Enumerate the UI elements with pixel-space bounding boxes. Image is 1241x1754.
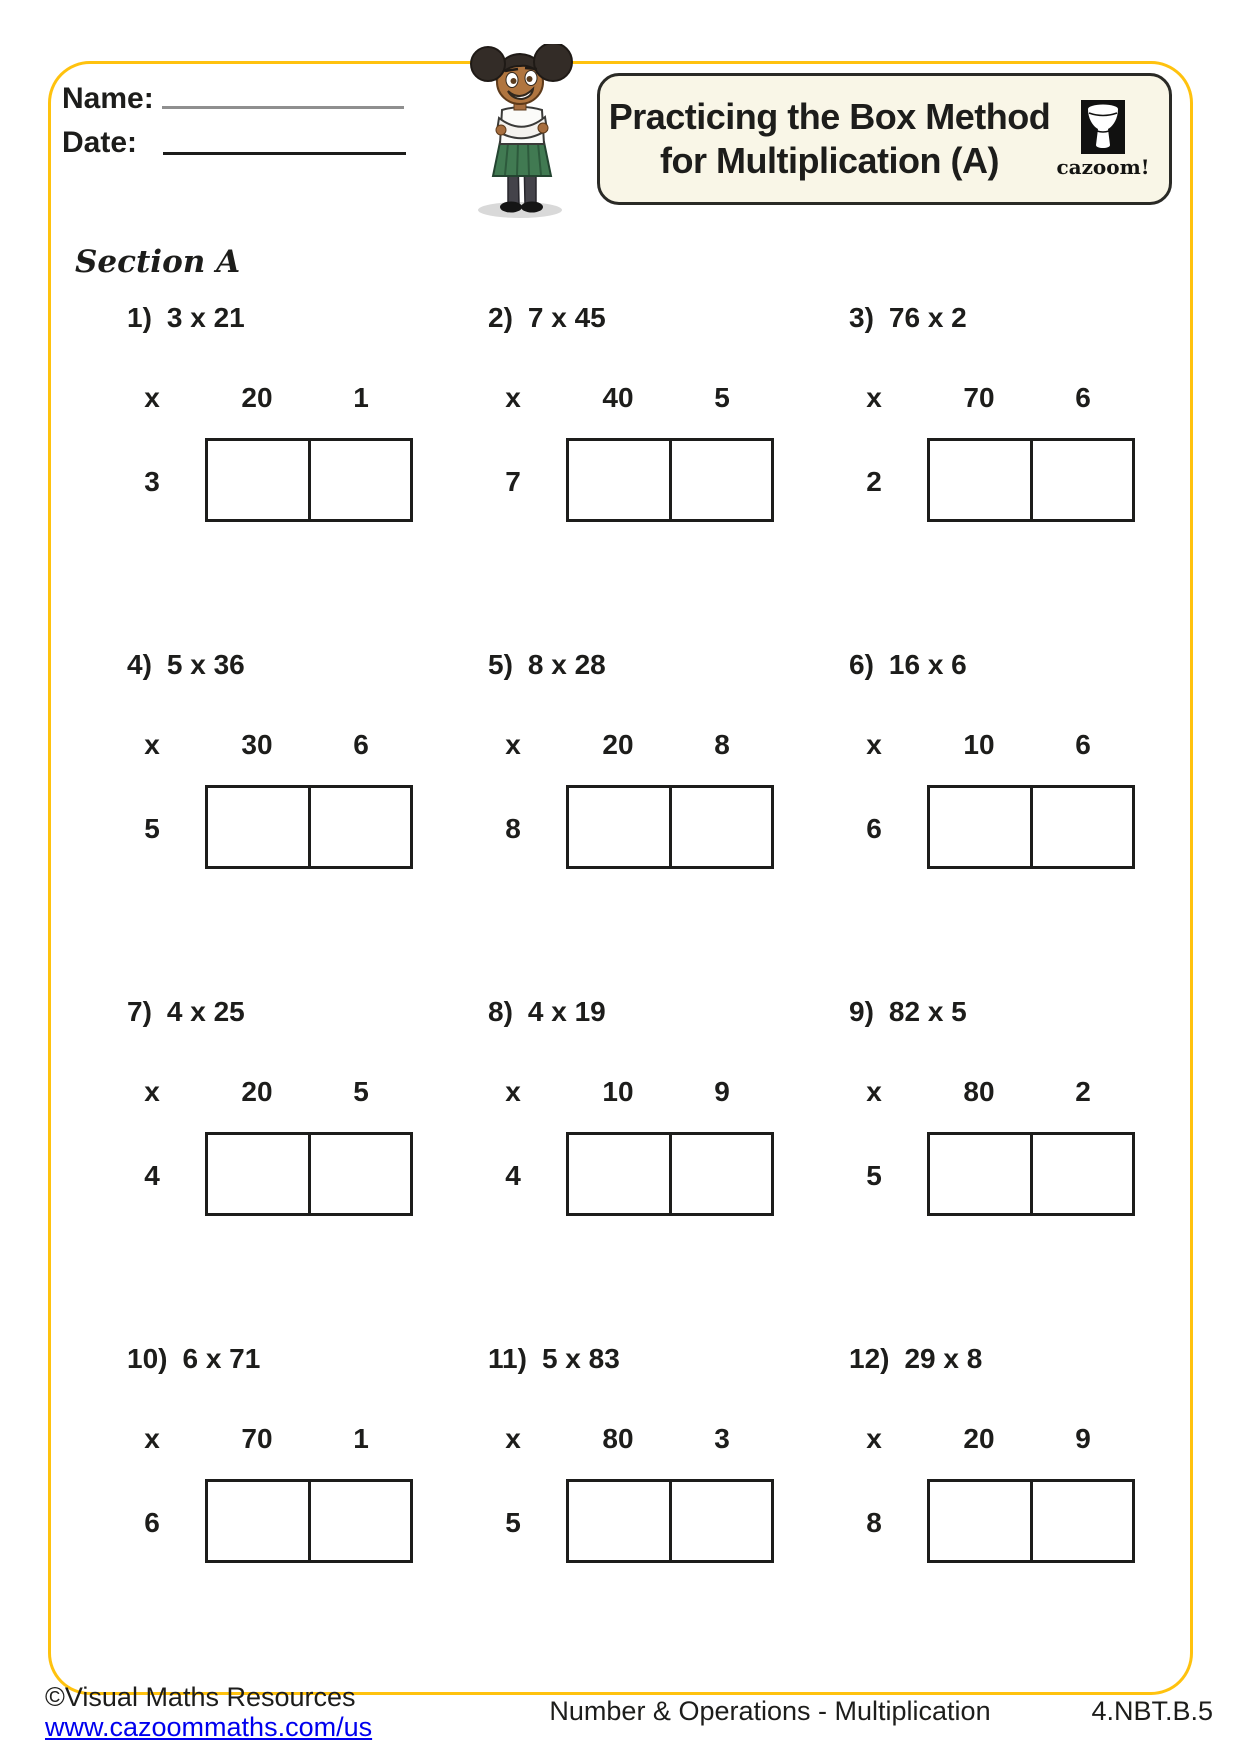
answer-cell-1[interactable] <box>930 788 1033 866</box>
box-column-header-1: 10 <box>602 1076 634 1107</box>
box-row-label: 8 <box>505 813 521 844</box>
answer-cell-2[interactable] <box>672 1135 772 1213</box>
box-column-header-2: 5 <box>714 382 730 413</box>
box-method-table <box>205 785 413 869</box>
problem-expression: 5 x 83 <box>541 1343 620 1374</box>
problem-number: 4) <box>127 649 152 680</box>
problem-cell <box>849 1343 1135 1563</box>
answer-cell-2[interactable] <box>1033 441 1133 519</box>
name-input-line[interactable] <box>162 106 404 109</box>
box-method-table <box>205 1132 413 1216</box>
problem-number: 6) <box>849 649 874 680</box>
box-column-header-2: 3 <box>714 1423 730 1454</box>
problem-number: 10) <box>127 1343 168 1374</box>
answer-cell-2[interactable] <box>311 788 411 866</box>
problem-number: 1) <box>127 302 152 333</box>
problem-label <box>127 996 245 1028</box>
box-row-label: 6 <box>144 1507 160 1538</box>
worksheet-title <box>600 95 1051 183</box>
problem-label <box>849 996 967 1028</box>
answer-cell-2[interactable] <box>1033 1135 1133 1213</box>
cazoom-logo <box>1051 100 1155 179</box>
answer-cell-1[interactable] <box>569 1482 672 1560</box>
box-method-table <box>205 1479 413 1563</box>
answer-cell-1[interactable] <box>930 1135 1033 1213</box>
problem-cell <box>849 302 1135 522</box>
box-column-header-2: 9 <box>714 1076 730 1107</box>
multiply-symbol: x <box>144 729 160 760</box>
problem-cell <box>127 996 413 1216</box>
problem-expression: 4 x 25 <box>166 996 245 1027</box>
answer-cell-1[interactable] <box>208 1482 311 1560</box>
answer-cell-2[interactable] <box>311 441 411 519</box>
box-column-header-2: 9 <box>1075 1423 1091 1454</box>
problem-label <box>849 1343 982 1375</box>
box-column-header-1: 80 <box>602 1423 634 1454</box>
box-method-table <box>566 1132 774 1216</box>
box-row-label: 6 <box>866 813 882 844</box>
multiply-symbol: x <box>144 1076 160 1107</box>
box-method-table <box>566 785 774 869</box>
multiply-symbol: x <box>505 729 521 760</box>
problem-cell <box>127 1343 413 1563</box>
problem-cell <box>488 1343 774 1563</box>
problem-number: 8) <box>488 996 513 1027</box>
box-column-header-2: 6 <box>353 729 369 760</box>
title-line-2: for Multiplication (A) <box>660 140 999 181</box>
problem-expression: 76 x 2 <box>888 302 967 333</box>
multiply-symbol: x <box>866 1423 882 1454</box>
box-row-label: 5 <box>144 813 160 844</box>
box-column-header-2: 8 <box>714 729 730 760</box>
problem-label <box>488 1343 620 1375</box>
problem-expression: 29 x 8 <box>904 1343 983 1374</box>
multiply-symbol: x <box>144 1423 160 1454</box>
problem-cell <box>849 649 1135 869</box>
multiply-symbol: x <box>505 382 521 413</box>
multiply-symbol: x <box>505 1423 521 1454</box>
multiply-symbol: x <box>505 1076 521 1107</box>
answer-cell-2[interactable] <box>672 1482 772 1560</box>
box-method-table <box>927 1479 1135 1563</box>
problem-expression: 3 x 21 <box>166 302 245 333</box>
problem-expression: 82 x 5 <box>888 996 967 1027</box>
box-column-header-2: 6 <box>1075 382 1091 413</box>
topic-text: Number & Operations - Multiplication <box>549 1696 991 1726</box>
multiply-symbol: x <box>866 729 882 760</box>
box-row-label: 7 <box>505 466 521 497</box>
answer-cell-1[interactable] <box>569 1135 672 1213</box>
problem-cell <box>127 302 413 522</box>
problem-expression: 8 x 28 <box>527 649 606 680</box>
answer-cell-1[interactable] <box>208 1135 311 1213</box>
answer-cell-2[interactable] <box>1033 788 1133 866</box>
student-girl-illustration <box>452 44 587 220</box>
box-row-label: 8 <box>866 1507 882 1538</box>
box-column-header-2: 6 <box>1075 729 1091 760</box>
answer-cell-2[interactable] <box>311 1135 411 1213</box>
answer-cell-1[interactable] <box>930 1482 1033 1560</box>
box-column-header-1: 40 <box>602 382 634 413</box>
box-method-table <box>205 438 413 522</box>
problem-label <box>127 1343 260 1375</box>
problem-label <box>127 649 245 681</box>
box-method-table <box>566 438 774 522</box>
answer-cell-1[interactable] <box>930 441 1033 519</box>
multiply-symbol: x <box>144 382 160 413</box>
worksheet-title-box <box>597 73 1172 205</box>
website-link[interactable]: www.cazoommaths.com/us <box>45 1712 373 1742</box>
answer-cell-1[interactable] <box>569 788 672 866</box>
box-column-header-1: 70 <box>963 382 995 413</box>
copyright-text: ©Visual Maths Resources <box>45 1682 356 1712</box>
answer-cell-1[interactable] <box>208 441 311 519</box>
answer-cell-2[interactable] <box>672 788 772 866</box>
problem-expression: 4 x 19 <box>527 996 606 1027</box>
problem-number: 3) <box>849 302 874 333</box>
title-line-1: Practicing the Box Method <box>608 96 1051 137</box>
answer-cell-2[interactable] <box>672 441 772 519</box>
problem-label <box>849 302 967 334</box>
box-method-table <box>566 1479 774 1563</box>
problem-cell <box>127 649 413 869</box>
logo-wordmark: cazoom! <box>1056 154 1150 179</box>
box-method-table <box>927 785 1135 869</box>
box-row-label: 5 <box>866 1160 882 1191</box>
multiply-symbol: x <box>866 1076 882 1107</box>
date-label: Date: <box>62 126 138 159</box>
box-column-header-1: 80 <box>963 1076 995 1107</box>
box-column-header-2: 2 <box>1075 1076 1091 1107</box>
problem-label <box>849 649 967 681</box>
multiply-symbol: x <box>866 382 882 413</box>
problem-expression: 6 x 71 <box>182 1343 261 1374</box>
box-method-table <box>927 438 1135 522</box>
section-heading: Section A <box>75 244 241 280</box>
box-column-header-1: 20 <box>241 382 273 413</box>
problem-number: 9) <box>849 996 874 1027</box>
answer-cell-1[interactable] <box>569 441 672 519</box>
problem-number: 7) <box>127 996 152 1027</box>
box-column-header-2: 5 <box>353 1076 369 1107</box>
box-row-label: 5 <box>505 1507 521 1538</box>
box-row-label: 4 <box>505 1160 521 1191</box>
box-column-header-1: 30 <box>241 729 273 760</box>
problem-number: 5) <box>488 649 513 680</box>
problem-cell <box>849 996 1135 1216</box>
date-input-line[interactable] <box>163 152 406 155</box>
box-method-table <box>927 1132 1135 1216</box>
problem-number: 11) <box>488 1343 527 1374</box>
answer-cell-2[interactable] <box>1033 1482 1133 1560</box>
box-column-header-1: 20 <box>602 729 634 760</box>
problem-number: 2) <box>488 302 513 333</box>
box-column-header-1: 10 <box>963 729 995 760</box>
problem-cell <box>488 302 774 522</box>
problem-expression: 16 x 6 <box>888 649 967 680</box>
box-column-header-1: 20 <box>963 1423 995 1454</box>
name-label: Name: <box>62 82 154 115</box>
answer-cell-1[interactable] <box>208 788 311 866</box>
problem-label <box>488 302 606 334</box>
box-column-header-2: 1 <box>353 382 369 413</box>
box-column-header-1: 20 <box>241 1076 273 1107</box>
answer-cell-2[interactable] <box>311 1482 411 1560</box>
problem-label <box>127 302 245 334</box>
box-column-header-1: 70 <box>241 1423 273 1454</box>
djembe-drum-icon <box>1081 100 1125 154</box>
problem-cell <box>488 649 774 869</box>
problem-expression: 7 x 45 <box>527 302 606 333</box>
box-column-header-2: 1 <box>353 1423 369 1454</box>
standard-code: 4.NBT.B.5 <box>1091 1696 1213 1726</box>
problem-expression: 5 x 36 <box>166 649 245 680</box>
problem-number: 12) <box>849 1343 890 1374</box>
problem-cell <box>488 996 774 1216</box>
problem-label <box>488 649 606 681</box>
box-row-label: 3 <box>144 466 160 497</box>
box-row-label: 4 <box>144 1160 160 1191</box>
box-row-label: 2 <box>866 466 882 497</box>
problem-label <box>488 996 606 1028</box>
